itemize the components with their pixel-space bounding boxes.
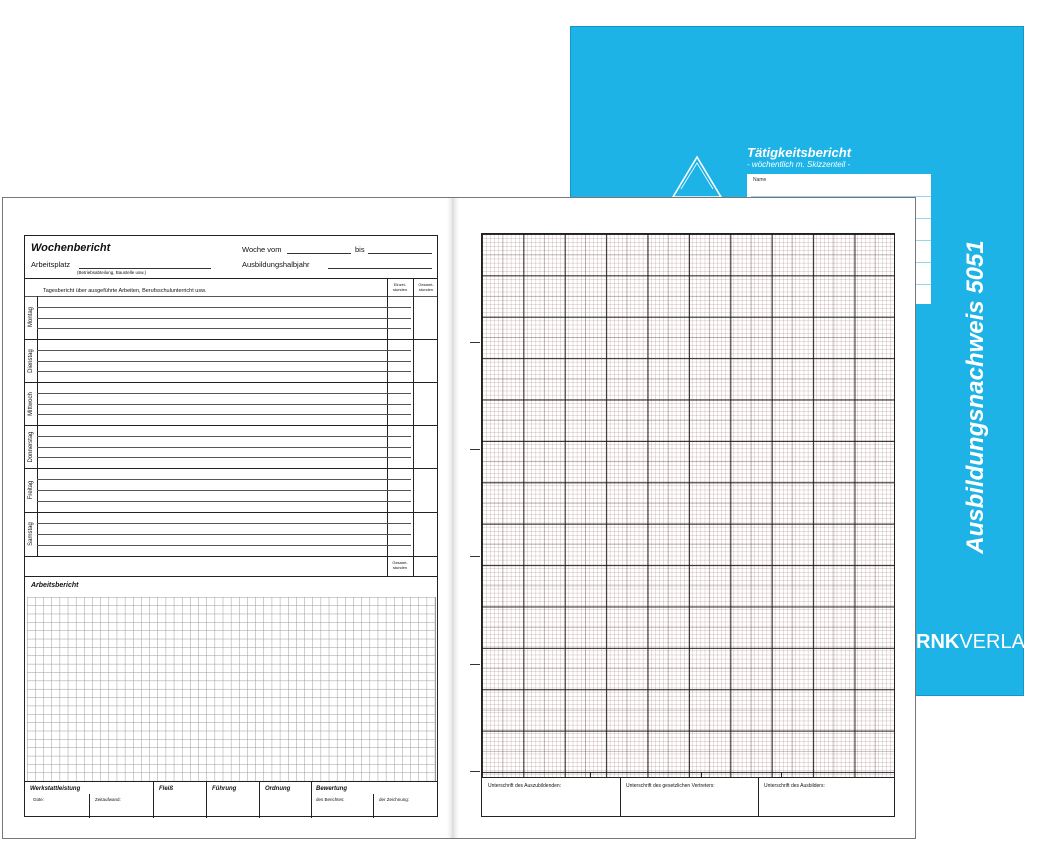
einzelstunden-header: Einzel- stunden (392, 282, 408, 292)
day-label-mittwoch: Mittwoch (28, 391, 34, 416)
sig-vertreter-label: Unterschrift des gesetzlichen Vertreters: (626, 783, 715, 789)
sig-ausbilder-label: Unterschrift des Ausbilders: (764, 783, 825, 789)
open-booklet (2, 197, 916, 839)
arbeitsbericht-heading: Arbeitsbericht (31, 582, 79, 589)
day-label-donnerstag: Donnerstag (28, 430, 34, 463)
cover-name-label: Name (753, 177, 767, 183)
day-label-dienstag: Dienstag (28, 348, 34, 373)
page-title: Wochenbericht (31, 242, 111, 254)
guete-label: Güte: (33, 797, 45, 802)
day-label-montag: Montag (28, 306, 34, 328)
sig-auszubildender-label: Unterschrift des Auszubildenden: (488, 783, 562, 789)
wochenbericht-page (24, 235, 438, 817)
ordnung-label: Ordnung (265, 786, 291, 792)
arbeitsplatz-hint: (Betriebsabteilung, Baustelle usw.) (77, 270, 147, 275)
des-berichtes-label: des Berichtes: (316, 797, 345, 802)
arbeitsplatz-label: Arbeitsplatz (31, 260, 71, 269)
bewertung-label: Bewertung (316, 786, 348, 792)
ausbildungshalbjahr-field[interactable] (328, 268, 432, 269)
cover-subtitle: - wöchentlich m. Skizzenteil - (747, 160, 851, 169)
gesamtstunden-header: Gesamt- stunden (418, 282, 434, 292)
zeitaufwand-label: Zeitaufwand: (95, 797, 121, 802)
booklet-spine (447, 198, 459, 838)
arbeitsbericht-grid[interactable] (27, 597, 436, 782)
woche-vom-label: Woche vom (242, 245, 282, 254)
skizzen-grid-page[interactable] (481, 233, 895, 778)
fuehrung-label: Führung (212, 786, 237, 792)
day-label-samstag: Samstag (28, 522, 34, 546)
cover-vertical-title: Ausbildungsnachweis 5051 (962, 240, 989, 554)
signature-row (481, 778, 895, 817)
cover-title: Tätigkeitsbericht (747, 145, 852, 160)
bis-field[interactable] (368, 253, 432, 254)
werkstattleistung-label: Werkstattleistung (30, 786, 81, 792)
publisher-brand: RNKVERLAG (916, 631, 1041, 653)
der-zeichnung-label: der Zeichnung: (379, 797, 410, 802)
rnk-logo-icon (671, 155, 723, 199)
tagesbericht-header: Tagesbericht über ausgeführte Arbeiten, Berufsschulunterricht usw. (43, 288, 207, 294)
woche-vom-field[interactable] (287, 253, 351, 254)
day-label-freitag: Freitag (28, 480, 34, 500)
gesamtstunden-total-label: Gesamt- stunden (392, 560, 408, 570)
ausbildungshalbjahr-label: Ausbildungshalbjahr (242, 260, 310, 269)
bis-label: bis (355, 245, 365, 254)
arbeitsplatz-field[interactable] (79, 268, 211, 269)
fleiss-label: Fleiß (159, 786, 174, 792)
